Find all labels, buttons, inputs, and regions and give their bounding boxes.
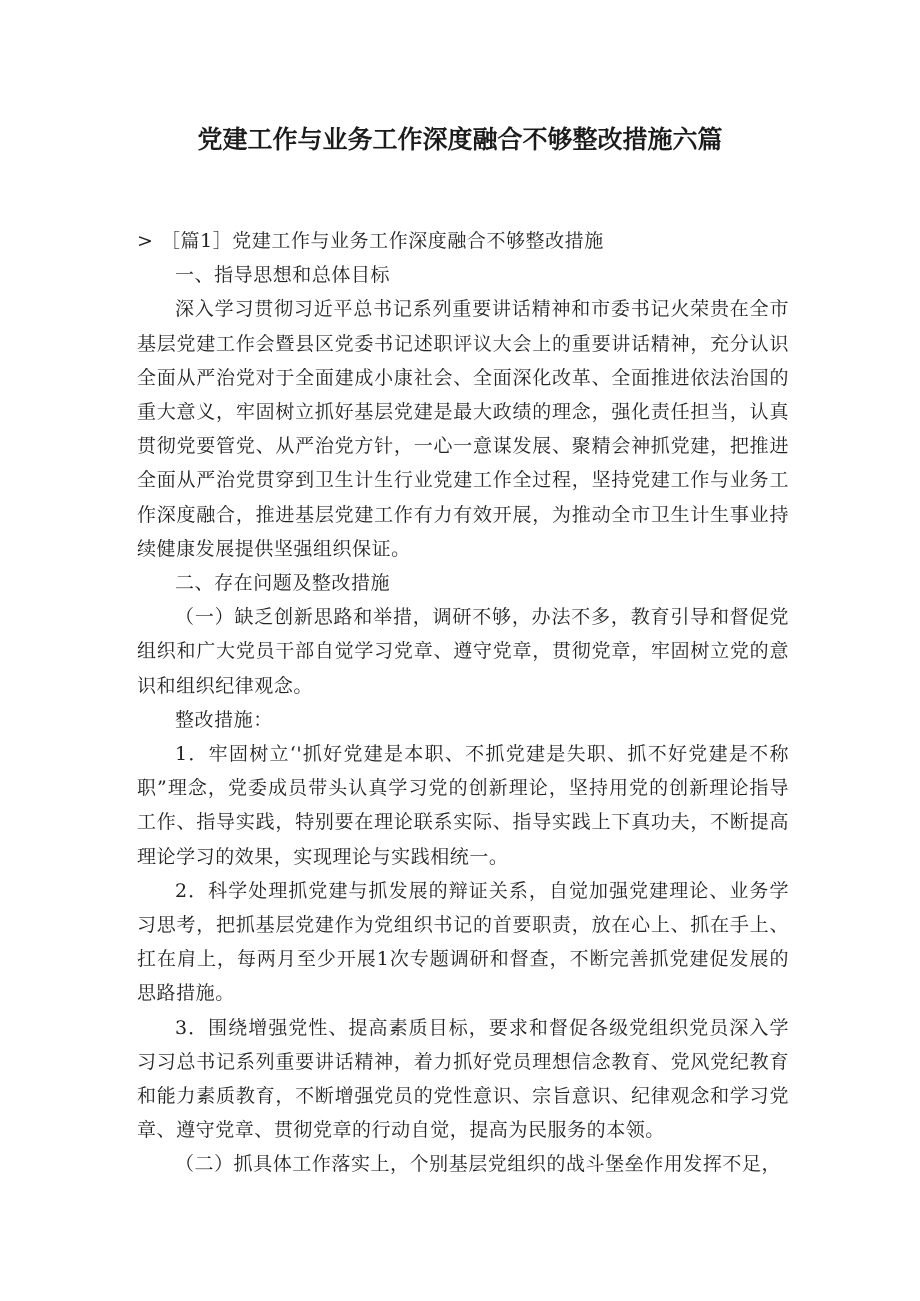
paragraph-3: 二、存在问题及整改措施 (175, 572, 391, 595)
paragraph-6: 1．牢固树立‘'抓好党建是本职、不抓党建是失职、抓不好党建是不称职”理念，党委成员带头认真学习党的创新理论，坚持用党的创新理论指导工作、指导实践，特别要在理论联系实际、指导实践上下真功夫，不断提高理论学习的效果，实现理论与实践相统一。 (137, 743, 789, 868)
paragraph-1: 一、指导思想和总体目标 (175, 264, 391, 287)
paragraph-8: 3．围绕增强党性、提高素质目标，要求和督促各级党组织党员深入学习习总书记系列重要讲话精神，着力抓好党员理想信念教育、党风党纪教育和能力素质教育，不断增强党员的党性意识、宗旨意识、纪律观念和学习党章、遵守党章、贯彻党章的行动自觉，提高为民服务的本领。 (137, 1016, 789, 1142)
section-heading-line (137, 224, 789, 258)
paragraph-4: （一）缺乏创新思路和举措，调研不够，办法不多，教育引导和督促党组织和广大党员干部自觉学习党章、遵守党章，贯彻党章，牢固树立党的意识和组织纪律观念。 (137, 606, 789, 697)
section-heading: ［篇1］党建工作与业务工作深度融合不够整改措施 (161, 230, 604, 252)
paragraph-2: 深入学习贯彻习近平总书记系列重要讲话精神和市委书记火荣贵在全市基层党建工作会暨县区党委书记述职评议大会上的重要讲话精神，充分认识全面从严治党对于全面建成小康社会、全面深化改革、全面推进依法治国的重大意义，牢固树立抓好基层党建是最大政绩的理念，强化责任担当，认真贯彻党要管党、从严治党方针，一心一意谋发展、聚精会神抓党建，把推进全面从严治党贯穿到卫生计生行业党建工作全过程，坚持党建工作与业务工作深度融合，推进基层党建工作有力有效开展，为推动全市卫生计生事业持续健康发展提供坚强组织保证。 (137, 298, 789, 560)
section-marker: > (137, 230, 154, 252)
document-title: 党建工作与业务工作深度融合不够整改措施六篇 (197, 125, 723, 154)
paragraph-9: （二）抓具体工作落实上，个别基层党组织的战斗堡垒作用发挥不足， (175, 1153, 782, 1176)
paragraph-5: 整改措施： (175, 708, 273, 731)
paragraph-7: 2．科学处理抓党建与抓发展的辩证关系，自觉加强党建理论、业务学习思考，把抓基层党建作为党组织书记的首要职责，放在心上、抓在手上、扛在肩上，每两月至少开展1次专题调研和督查，不断完善抓党建促发展的思路措施。 (137, 879, 789, 1005)
document-body (137, 224, 789, 1182)
